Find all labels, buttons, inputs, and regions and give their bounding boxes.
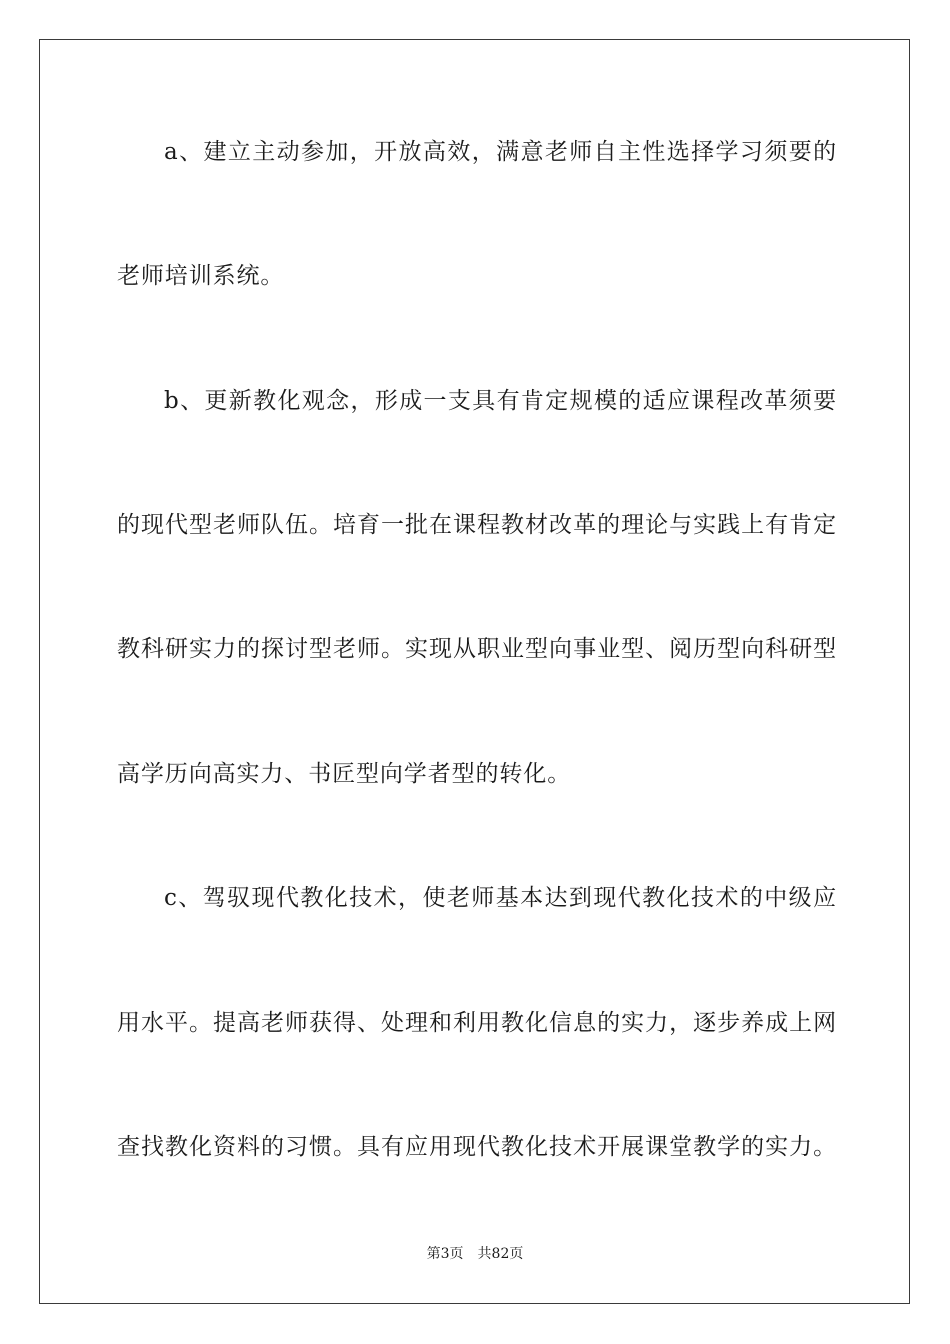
paragraph-c-line-2: 用水平。提高老师获得、处理和利用教化信息的实力，逐步养成上网 — [117, 1010, 837, 1036]
page-footer — [0, 1245, 950, 1263]
paragraph-c-line-3: 查找教化资料的习惯。具有应用现代教化技术开展课堂教学的实力。 — [117, 1134, 837, 1160]
paragraph-b-line-1: b、更新教化观念，形成一支具有肯定规模的适应课程改革须要 — [164, 388, 837, 414]
page-total: 共82页 — [477, 1246, 524, 1262]
paragraph-b-line-2: 的现代型老师队伍。培育一批在课程教材改革的理论与实践上有肯定 — [117, 512, 837, 538]
page-border — [39, 39, 910, 1304]
paragraph-a-line-2: 老师培训系统。 — [117, 263, 285, 289]
paragraph-c-line-1: c、驾驭现代教化技术，使老师基本达到现代教化技术的中级应 — [164, 885, 837, 911]
paragraph-b-line-3: 教科研实力的探讨型老师。实现从职业型向事业型、阅历型向科研型 — [117, 636, 837, 662]
paragraph-a-line-1: a、建立主动参加，开放高效，满意老师自主性选择学习须要的 — [164, 139, 837, 165]
page-number: 第3页 — [426, 1246, 464, 1262]
paragraph-b-line-4: 高学历向高实力、书匠型向学者型的转化。 — [117, 761, 572, 787]
